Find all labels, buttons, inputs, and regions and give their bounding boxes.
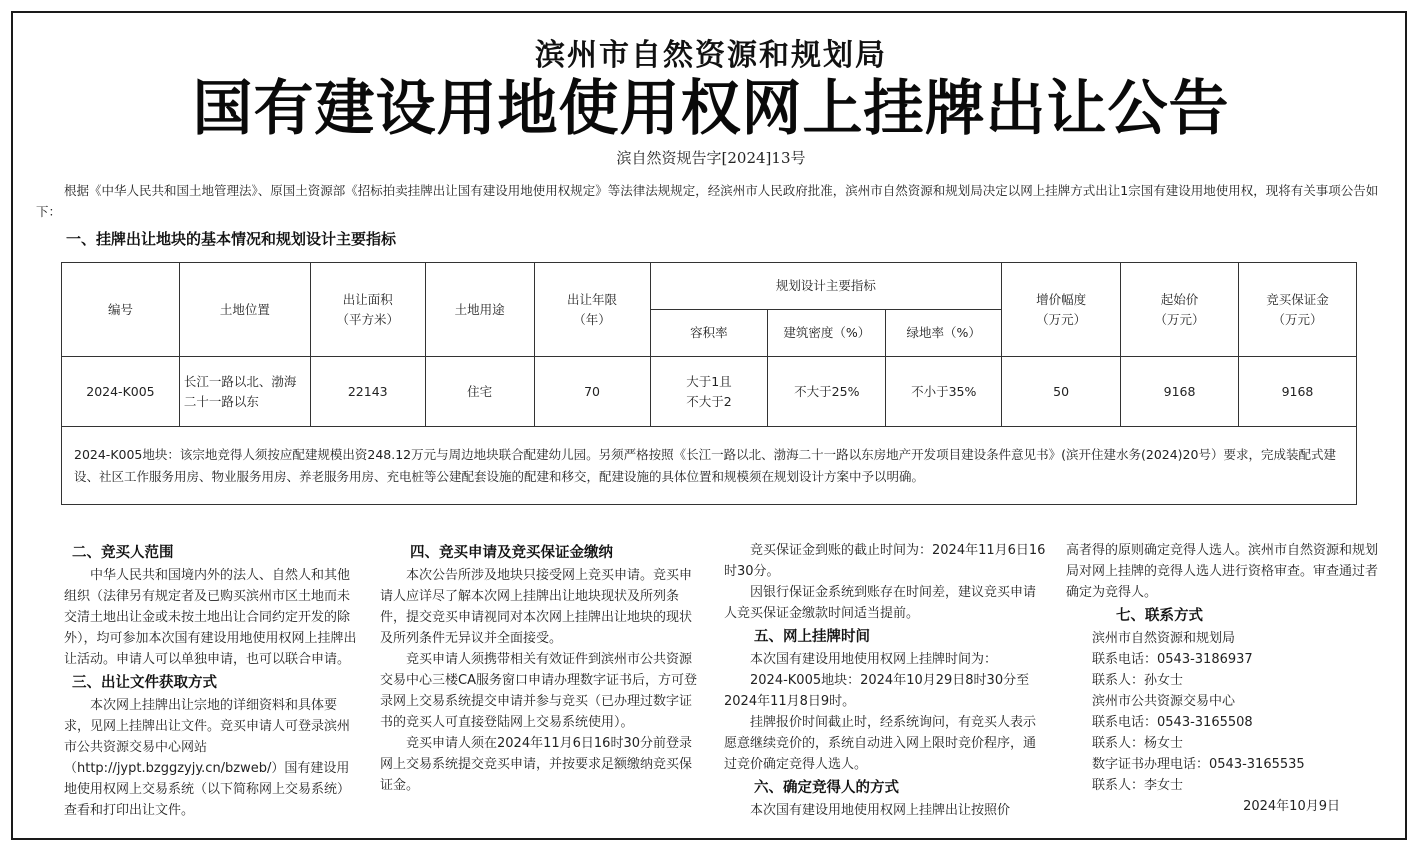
header-planning: 规划设计主要指标 xyxy=(650,263,1002,310)
header-start-price: 起始价 （万元） xyxy=(1121,263,1239,357)
issuing-organization: 滨州市自然资源和规划局 xyxy=(535,38,887,73)
header-green: 绿地率（%） xyxy=(886,310,1002,357)
contact1-phone: 联系电话：0543-3186937 xyxy=(1092,652,1253,667)
section6-paragraph: 本次国有建设用地使用权网上挂牌出让按照价 xyxy=(750,803,1011,818)
section5-title: 五、网上挂牌时间 xyxy=(754,629,870,645)
section3-title: 三、出让文件获取方式 xyxy=(72,675,217,691)
section4-title: 四、竞买申请及竞买保证金缴纳 xyxy=(410,545,613,561)
document-number: 滨自然资规告字[2024]13号 xyxy=(616,149,806,167)
announcement-title: 国有建设用地使用权网上挂牌出让公告 xyxy=(192,74,1230,144)
listing-time-intro: 本次国有建设用地使用权网上挂牌时间为： xyxy=(750,652,998,667)
header-density: 建筑密度（%） xyxy=(768,310,886,357)
deposit-deadline: 竞买保证金到账的截止时间为：2024年11月6日16时30分。 xyxy=(724,543,1046,579)
cell-start-price: 9168 xyxy=(1121,357,1239,427)
section4-paragraph-2: 竞买申请人须携带相关有效证件到滨州市公共资源交易中心三楼CA服务窗口申请办理数字证书后，方可登录网上交易系统提交申请并参与竞买（已办理过数字证书的竞买人可直接登陆网上交易系统使用）。 xyxy=(380,652,697,730)
header-use: 土地用途 xyxy=(425,263,534,357)
parcel-note: 2024-K005地块：该宗地竞得人须按应配建规模出资248.12万元与周边地块联合配建幼儿园。另须严格按照《长江一路以北、渤海二十一路以东房地产开发项目建设条件意见书》(滨开住建水务(2024)20号）要求，完成装配式建设、社区工作服务用房、物业服务用房、养老服务用房、充电桩等公建配套设施的配建和移交，配建设施的具体位置和规模须在规划设计方案中予以明确。 xyxy=(62,427,1357,505)
land-parcel-table xyxy=(61,262,1357,505)
cell-green: 不小于35% xyxy=(886,357,1002,427)
section2-paragraph: 中华人民共和国境内外的法人、自然人和其他组织（法律另有规定者及已购买滨州市区土地而未交清土地出让金或未按土地出让合同约定开发的除外），均可参加本次国有建设用地使用权网上挂牌出让活动。申请人可以单独申请，也可以联合申请。 xyxy=(64,568,357,667)
section1-title: 一、挂牌出让地块的基本情况和规划设计主要指标 xyxy=(66,230,397,248)
header-increment: 增价幅度 （万元） xyxy=(1002,263,1121,357)
header-code: 编号 xyxy=(62,263,180,357)
intro-paragraph: 根据《中华人民共和国土地管理法》、原国土资源部《招标拍卖挂牌出让国有建设用地使用权规定》等法律法规规定，经滨州市人民政府批准，滨州市自然资源和规划局决定以网上挂牌方式出让1宗国有建设用地使用权，现将有关事项公告如下： xyxy=(36,183,1379,219)
section2-title: 二、竞买人范围 xyxy=(72,545,174,561)
contact1-org: 滨州市自然资源和规划局 xyxy=(1092,631,1236,646)
header-deposit: 竞买保证金 （万元） xyxy=(1238,263,1356,357)
column-4 xyxy=(1066,540,1388,817)
table-row xyxy=(62,357,1357,427)
listing-time-parcel: 2024-K005地块：2024年10月29日8时30分至2024年11月8日9时。 xyxy=(724,673,1030,709)
cell-density: 不大于25% xyxy=(768,357,886,427)
column-3 xyxy=(724,540,1046,821)
cell-location: 长江一路以北、渤海二十一路以东 xyxy=(179,357,310,427)
cell-far: 大于1且 不大于2 xyxy=(650,357,768,427)
header-term: 出让年限 （年） xyxy=(534,263,650,357)
column-1 xyxy=(64,540,360,821)
header-area: 出让面积 （平方米） xyxy=(310,263,425,357)
contact3-person: 联系人：李女士 xyxy=(1092,778,1184,793)
section6-continued: 高者得的原则确定竞得人选人。滨州市自然资源和规划局对网上挂牌的竞得人选人进行资格审查。审查通过者确定为竞得人。 xyxy=(1066,543,1379,600)
contact2-person: 联系人：杨女士 xyxy=(1092,736,1184,751)
bidding-rule: 挂牌报价时间截止时，经系统询问，有竞买人表示愿意继续竞价的，系统自动进入网上限时竞价程序，通过竞价确定竞得人选人。 xyxy=(724,715,1037,772)
contact2-phone: 联系电话：0543-3165508 xyxy=(1092,715,1253,730)
cell-term: 70 xyxy=(534,357,650,427)
cell-increment: 50 xyxy=(1002,357,1121,427)
section4-paragraph-3: 竞买申请人须在2024年11月6日16时30分前登录网上交易系统提交竞买申请，并按要求足额缴纳竞买保证金。 xyxy=(380,736,693,793)
column-2 xyxy=(380,540,702,796)
announcement-date: 2024年10月9日 xyxy=(1243,799,1340,814)
cell-use: 住宅 xyxy=(425,357,534,427)
cell-area: 22143 xyxy=(310,357,425,427)
cert-phone: 数字证书办理电话：0543-3165535 xyxy=(1092,757,1305,772)
cell-deposit: 9168 xyxy=(1238,357,1356,427)
contact2-org: 滨州市公共资源交易中心 xyxy=(1092,694,1236,709)
section4-paragraph-1: 本次公告所涉及地块只接受网上竞买申请。竞买申请人应详尽了解本次网上挂牌出让地块现状及所列条件，提交竞买申请视同对本次网上挂牌出让地块的现状及所列条件无异议并全面接受。 xyxy=(380,568,693,646)
section6-title: 六、确定竞得人的方式 xyxy=(754,780,899,796)
deposit-advice: 因银行保证金系统到账存在时间差，建议竞买申请人竞买保证金缴款时间适当提前。 xyxy=(724,585,1037,621)
contact1-person: 联系人：孙女士 xyxy=(1092,673,1184,688)
header-location: 土地位置 xyxy=(179,263,310,357)
section7-title: 七、联系方式 xyxy=(1116,608,1203,624)
header-far: 容积率 xyxy=(650,310,768,357)
section3-paragraph: 本次网上挂牌出让宗地的详细资料和具体要求，见网上挂牌出让文件。竞买申请人可登录滨州市公共资源交易中心网站（http://jypt.bzggzyjy.cn/bzweb/）国有建设用地使用权网上交易系统（以下简称网上交易系统）查看和打印出让文件。 xyxy=(64,698,351,818)
cell-code: 2024-K005 xyxy=(62,357,180,427)
